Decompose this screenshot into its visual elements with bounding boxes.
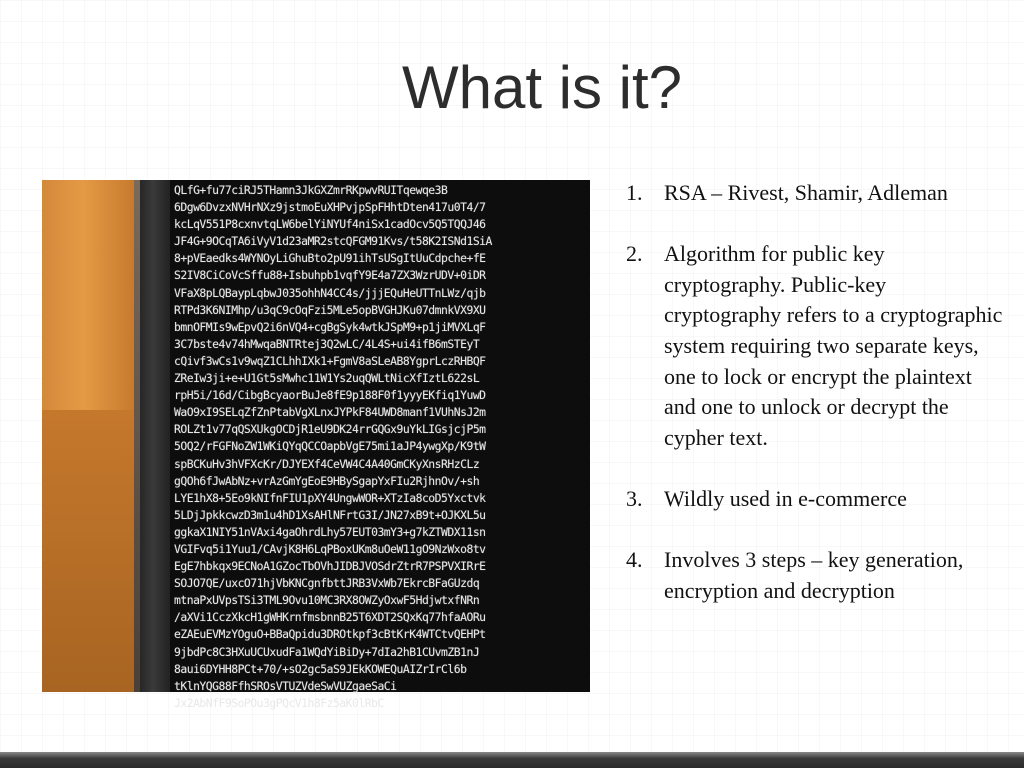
monitor-screen (170, 180, 590, 710)
list-item (624, 545, 1004, 606)
monitor-bezel-highlight (134, 180, 140, 692)
list-text: Involves 3 steps – key generation, encryption and decryption (664, 547, 964, 603)
cipher-text: QLfG+fu77ciRJ5THamn3JkGXZmrRKpwvRUITqewqe3B 6Dgw6DvzxNVHrNXz9jstmoEuXHPvjpSpFHhtDten417u0T4/7 kcLqV551P8cxnvtqLW6belYiNYUf4niSx1cadOcv5Q5TQQJ46 JF4G+9OCqTA6iVyV1d23aMR2stcQFGM91Kvs/t58K2ISNd1SiA 8+pVEaedks4WYNOyLiGhuBto2pU91ihTsUSgItUuCdpche+fE S2IV8CiCoVcSffu88+Isbuhpb1vqfY9E4a7ZX3WzrUDV+0iDR VFaX8pLQBaypLqbwJ035ohhN4CC4s/jjjEQuHeUTTnLWz/qjb RTPd3K6NIMhp/u3qC9cOqFzi5MLe5opBVGHJKu07dmnkVX9XU bmnOFMIs9wEpvQ2i6nVQ4+cgBgSyk4wtkJSpM9+p1jiMVXLqF 3C7bste4v74hMwqaBNTRtej3Q2wLC/4L4S+ui4ifB6mSTEyT cQivf3wCs1v9wqZ1CLhhIXk1+FgmV8aSLeAB8YgprLczRHBQF ZReIw3ji+e+U1Gt5sMwhc11W1Ys2uqQWLtNicXfIztL622sL rpH5i/16d/CibgBcyaorBuJe8fE9p188F0f1yyyEKfiq1YuwD WaO9xI9SELqZfZnPtabVgXLnxJYPkF84UWD8manf1VUhNsJ2m ROLZt1v77qQSXUkgOCDjR1eU9DK24rrGQGx9uYkLIGsjcjP5m 5OQ2/rFGFNoZW1WKiQYqQCCOapbVgE75mi1aJP4ywgXp/K9tW spBCKuHv3hVFXcKr/DJYEXf4CeVW4C4A40GmCKyXnsRHzCLz gQOh6fJwAbNz+vrAzGmYgEoE9HBySgapYxFIu2RjhnOv/+sh LYE1hX8+5Eo9kNIfnFIU1pXY4UngwWOR+XTzIa8coD5Yxctvk 5LDjJpkkcwzD3m1u4hD1XsAHlNFrtG3I/JN27xB9t+OJKXL5u ggkaX1NIY51nVAxi4gaOhrdLhy57EUT03mY3+g7kZTWDX11sn VGIFvq5i1Yuu1/CAvjK8H6LqPBoxUKm8uOeW11gO9NzWxo8tv EgE7hbkqx9ECNoA1GZocTbOVhJIDBJVOSdrZtrR7PSPVXIRrE SOJO7QE/uxcO71hjVbKNCgnfbttJRB3VxWb7EkrcBFaGUzdq mtnaPxUVpsTSi3TML9Ovu10MC3RX8OWZyOxwF5HdjwtxfNRn /aXVi1CczXkcH1gWHKrnfmsbnnB25T6XDT2SQxKq77hfaAORu eZAEuEVMzYOguO+BBaQpidu3DROtkpf3cBtKrK4WTCtvQEHPt 9jbdPc8C3HXuUCUxudFa1WQdYiBiDy+7dIa2hB1CUvmZB1nJ 8aui6DYHH8PCt+70/+sO2gc5aS9JEkKOWEQuAIZrIrCl6b tKlnYQG88FfhSROsVTUZVdeSwVUZgaeSaCi Jx2AbNfF9SoPOu3gPQcV1h8Fz5aK0lRbC (174, 183, 492, 710)
list-number: 2. (626, 241, 643, 267)
cipher-text-photo (42, 180, 589, 710)
list-item (624, 239, 1004, 453)
list-number: 4. (626, 547, 643, 573)
slide-title: What is it? (401, 54, 683, 121)
list-text: Algorithm for public key cryptography. Public-key cryptography refers to a cryptographic system requiring two separate keys, one to lock or encrypt the plaintext and one to unlock or decrypt the cypher text. (664, 241, 1003, 450)
list-item (624, 178, 1004, 209)
list-item (624, 484, 1004, 515)
slide-bottom-edge (0, 752, 1024, 768)
photo-background-door (42, 410, 134, 692)
list-text: RSA – Rivest, Shamir, Adleman (664, 180, 948, 205)
list-number: 3. (626, 485, 643, 511)
bullet-list (624, 178, 1004, 637)
list-number: 1. (626, 180, 643, 205)
list-text: Wildly used in e-commerce (664, 485, 907, 511)
